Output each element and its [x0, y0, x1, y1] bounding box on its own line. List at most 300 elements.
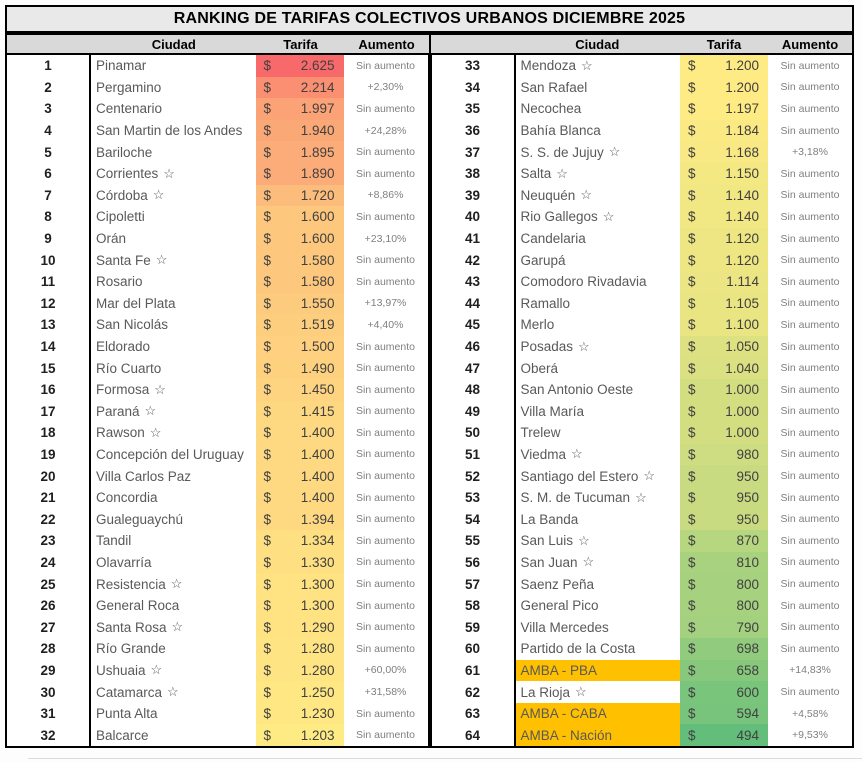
city-cell [91, 120, 256, 142]
city-cell [91, 314, 256, 336]
rank-cell: 42 [432, 249, 516, 271]
rank-cell: 47 [432, 357, 516, 379]
currency-symbol: $ [688, 58, 696, 74]
rank-cell: 45 [432, 314, 516, 336]
tarifa-amount: 1.580 [300, 274, 335, 290]
rank-cell: 16 [7, 379, 91, 401]
city-cell [91, 206, 256, 228]
city-cell [91, 336, 256, 358]
currency-symbol: $ [688, 662, 696, 678]
rank-cell: 40 [432, 206, 516, 228]
city-name: Posadas [520, 339, 574, 355]
capital-star-icon: ☆ [581, 57, 593, 73]
capital-star-icon: ☆ [578, 532, 590, 548]
table-header [5, 33, 854, 55]
aumento-cell: Sin aumento [780, 534, 840, 547]
city-name: Candelaria [520, 231, 586, 247]
rank-cell: 33 [432, 55, 516, 77]
table-row [432, 98, 853, 120]
rank-cell: 36 [432, 120, 516, 142]
city-column-header: Ciudad [575, 36, 620, 52]
currency-symbol: $ [263, 468, 272, 484]
tarifa-amount: 1.230 [300, 706, 335, 722]
rank-cell: 18 [7, 422, 91, 444]
tarifa-amount: 1.140 [725, 187, 759, 203]
city-cell [91, 681, 256, 703]
capital-star-icon: ☆ [582, 554, 595, 570]
tarifa-cell [680, 141, 768, 163]
tarifa-amount: 950 [736, 490, 759, 506]
rank-cell: 2 [7, 77, 91, 99]
currency-symbol: $ [263, 231, 272, 247]
table-row [432, 163, 853, 185]
rank-cell: 29 [7, 660, 91, 682]
tarifa-cell [256, 163, 344, 185]
city-name: Necochea [520, 101, 582, 117]
capital-star-icon: ☆ [171, 619, 184, 635]
rank-cell: 62 [432, 681, 516, 703]
city-cell [91, 530, 256, 552]
city-cell [91, 552, 256, 574]
city-name: Eldorado [96, 339, 151, 355]
rank-cell: 1 [7, 55, 91, 77]
tarifa-cell [256, 249, 344, 271]
rank-cell: 44 [432, 293, 516, 315]
city-name: Tandil [96, 533, 132, 549]
tarifa-amount: 1.450 [300, 382, 335, 398]
tarifa-amount: 1.290 [300, 619, 335, 635]
city-cell [516, 206, 681, 228]
aumento-cell: Sin aumento [356, 491, 415, 504]
city-name: Mendoza [520, 58, 577, 74]
tarifa-cell [680, 357, 768, 379]
header-left-half [7, 35, 429, 53]
city-name: Córdoba [96, 187, 148, 203]
currency-symbol: $ [263, 490, 272, 506]
city-name: San Juan [520, 554, 578, 570]
rank-cell: 5 [7, 141, 91, 163]
currency-symbol: $ [263, 79, 272, 95]
aumento-cell: +9,53% [792, 729, 828, 742]
tarifa-amount: 594 [736, 706, 759, 722]
table-row [7, 724, 428, 746]
table-row [432, 444, 853, 466]
aumento-cell: Sin aumento [780, 621, 840, 634]
tarifa-amount: 1.200 [725, 58, 759, 74]
city-cell [516, 357, 681, 379]
rank-cell: 32 [7, 724, 91, 746]
aumento-cell: Sin aumento [356, 729, 415, 742]
aumento-cell: Sin aumento [356, 707, 415, 720]
currency-symbol: $ [688, 598, 696, 614]
city-name: Cipoletti [96, 209, 145, 225]
tarifa-column-header: Tarifa [283, 36, 318, 52]
table-row [432, 141, 853, 163]
tarifa-cell [256, 724, 344, 746]
aumento-cell: +14,83% [789, 664, 831, 677]
tarifa-cell [256, 293, 344, 315]
aumento-cell: Sin aumento [356, 102, 415, 115]
tarifa-cell [256, 77, 344, 99]
tarifa-cell [256, 508, 344, 530]
tarifa-cell [256, 422, 344, 444]
city-cell [91, 703, 256, 725]
city-cell [516, 487, 681, 509]
aumento-cell: Sin aumento [780, 318, 840, 331]
currency-symbol: $ [688, 144, 696, 160]
capital-star-icon: ☆ [163, 165, 175, 181]
rank-cell: 15 [7, 357, 91, 379]
table-row [7, 336, 428, 358]
rank-cell: 31 [7, 703, 91, 725]
tarifa-cell [680, 336, 768, 358]
currency-symbol: $ [688, 252, 696, 268]
city-cell [91, 185, 256, 207]
tarifa-amount: 1.040 [725, 360, 759, 376]
city-name: Catamarca [96, 684, 163, 700]
table-row [7, 573, 428, 595]
city-cell [516, 530, 681, 552]
aumento-cell: Sin aumento [780, 642, 840, 655]
tarifa-cell [256, 638, 344, 660]
city-cell [91, 249, 256, 271]
header-right-half [429, 35, 853, 53]
table-row [432, 487, 853, 509]
table-row [432, 293, 853, 315]
city-cell [91, 595, 256, 617]
city-cell [516, 293, 681, 315]
aumento-cell: Sin aumento [780, 599, 840, 612]
aumento-cell: Sin aumento [780, 362, 840, 375]
city-cell [91, 379, 256, 401]
aumento-cell: Sin aumento [780, 254, 840, 267]
tarifa-cell [256, 660, 344, 682]
table-row [432, 55, 853, 77]
rank-cell: 10 [7, 249, 91, 271]
tarifa-cell [680, 163, 768, 185]
tarifa-amount: 1.580 [300, 252, 335, 268]
tarifa-cell [256, 357, 344, 379]
city-name: Villa María [520, 403, 585, 419]
tarifa-amount: 1.300 [300, 598, 335, 614]
rank-cell: 19 [7, 444, 91, 466]
tarifa-cell [256, 55, 344, 77]
tarifa-amount: 658 [736, 662, 759, 678]
city-cell [91, 616, 256, 638]
tarifa-cell [256, 98, 344, 120]
tarifa-amount: 494 [736, 727, 759, 743]
rank-cell: 17 [7, 401, 91, 423]
tarifa-cell [256, 573, 344, 595]
tarifa-amount: 790 [736, 619, 759, 635]
tarifa-cell [256, 185, 344, 207]
city-cell [91, 465, 256, 487]
aumento-cell: Sin aumento [356, 642, 415, 655]
city-name: AMBA - CABA [520, 706, 607, 722]
rank-cell: 4 [7, 120, 91, 142]
tarifa-cell [680, 249, 768, 271]
capital-star-icon: ☆ [575, 684, 587, 700]
city-name: Gualeguaychú [96, 511, 184, 527]
tarifa-cell [256, 141, 344, 163]
aumento-cell: Sin aumento [780, 470, 840, 483]
city-cell [91, 163, 256, 185]
currency-symbol: $ [263, 360, 272, 376]
tarifa-amount: 1.895 [300, 144, 335, 160]
aumento-cell: +60,00% [364, 664, 407, 677]
rank-cell: 23 [7, 530, 91, 552]
tarifa-cell [256, 487, 344, 509]
table-row [432, 206, 853, 228]
city-cell [91, 141, 256, 163]
table-row [432, 249, 853, 271]
city-name: Ushuaia [96, 662, 146, 678]
tarifa-amount: 1.000 [725, 425, 759, 441]
table-row [432, 465, 853, 487]
city-name: Santa Rosa [96, 619, 167, 635]
ranking-table [5, 5, 854, 748]
table-row [7, 141, 428, 163]
capital-star-icon: ☆ [150, 662, 163, 678]
aumento-cell: Sin aumento [780, 578, 840, 591]
rank-cell: 41 [432, 228, 516, 250]
city-name: Oberá [520, 360, 559, 376]
currency-symbol: $ [263, 166, 272, 182]
tarifa-amount: 1.150 [725, 166, 759, 182]
rank-cell: 46 [432, 336, 516, 358]
tarifa-cell [680, 681, 768, 703]
currency-symbol: $ [688, 425, 696, 441]
city-name: Pergamino [96, 79, 162, 95]
city-name: Santa Fe [96, 252, 151, 268]
city-cell [516, 98, 681, 120]
table-row [432, 616, 853, 638]
rank-cell: 53 [432, 487, 516, 509]
aumento-cell: Sin aumento [356, 146, 415, 159]
tarifa-cell [256, 465, 344, 487]
tarifa-amount: 1.000 [725, 403, 759, 419]
tarifa-cell [680, 724, 768, 746]
currency-symbol: $ [263, 274, 272, 290]
city-name: Viedma [520, 446, 567, 462]
city-name: San Antonio Oeste [520, 382, 634, 398]
city-name: Rawson [96, 425, 145, 441]
table-row [7, 228, 428, 250]
table-row [432, 77, 853, 99]
table-row [7, 379, 428, 401]
city-name: Balcarce [96, 727, 149, 743]
aumento-cell: +13,97% [364, 297, 407, 310]
tarifa-amount: 1.168 [725, 144, 759, 160]
aumento-cell: Sin aumento [356, 448, 415, 461]
aumento-cell: +31,58% [364, 686, 407, 699]
city-name: Salta [520, 166, 552, 182]
tarifa-amount: 1.394 [300, 511, 335, 527]
city-cell [516, 508, 681, 530]
city-cell [516, 595, 681, 617]
tarifa-amount: 1.400 [300, 468, 335, 484]
currency-symbol: $ [263, 619, 272, 635]
city-cell [516, 163, 681, 185]
city-cell [516, 77, 681, 99]
currency-symbol: $ [688, 209, 696, 225]
currency-symbol: $ [263, 317, 272, 333]
table-row [432, 120, 853, 142]
rank-cell: 50 [432, 422, 516, 444]
aumento-cell: +4,58% [792, 707, 828, 720]
rank-cell: 56 [432, 552, 516, 574]
city-name: S. S. de Jujuy [520, 144, 604, 160]
aumento-cell: Sin aumento [780, 232, 840, 245]
rank-cell: 6 [7, 163, 91, 185]
capital-star-icon: ☆ [149, 424, 162, 440]
rank-cell: 52 [432, 465, 516, 487]
city-name: Mar del Plata [96, 295, 176, 311]
city-name: Olavarría [96, 554, 152, 570]
tarifa-cell [680, 120, 768, 142]
tarifa-amount: 1.114 [726, 274, 759, 290]
city-cell [516, 401, 681, 423]
tarifa-amount: 1.280 [300, 641, 335, 657]
tarifa-amount: 1.500 [300, 339, 335, 355]
city-name: Ramallo [520, 295, 571, 311]
tarifa-amount: 1.490 [300, 360, 335, 376]
tarifa-cell [680, 616, 768, 638]
currency-symbol: $ [263, 425, 272, 441]
city-name: Río Cuarto [96, 360, 162, 376]
table-title: RANKING DE TARIFAS COLECTIVOS URBANOS DICIEMBRE 2025 [5, 5, 854, 33]
city-name: La Rioja [520, 684, 571, 700]
table-row [432, 703, 853, 725]
tarifa-cell [680, 77, 768, 99]
table-row [432, 552, 853, 574]
table-row [7, 616, 428, 638]
aumento-cell: Sin aumento [780, 59, 840, 72]
tarifa-amount: 950 [736, 511, 759, 527]
table-row [432, 595, 853, 617]
capital-star-icon: ☆ [571, 446, 583, 462]
aumento-cell: Sin aumento [780, 686, 840, 699]
table-row [7, 314, 428, 336]
table-row [7, 508, 428, 530]
city-cell [516, 422, 681, 444]
city-cell [91, 98, 256, 120]
city-name: AMBA - PBA [520, 662, 598, 678]
table-row [432, 508, 853, 530]
city-cell [516, 228, 681, 250]
city-cell [91, 357, 256, 379]
capital-star-icon: ☆ [154, 381, 166, 397]
city-cell [516, 465, 681, 487]
city-name: Garupá [520, 252, 566, 268]
currency-symbol: $ [263, 339, 272, 355]
table-row [7, 465, 428, 487]
city-name: Punta Alta [96, 706, 158, 722]
currency-symbol: $ [688, 79, 696, 95]
currency-symbol: $ [263, 598, 272, 614]
tarifa-cell [680, 465, 768, 487]
tarifa-amount: 698 [736, 641, 759, 657]
aumento-cell: +24,28% [364, 124, 407, 137]
currency-symbol: $ [688, 576, 696, 592]
aumento-column-header: Aumento [358, 36, 415, 52]
currency-symbol: $ [263, 295, 272, 311]
currency-symbol: $ [688, 554, 696, 570]
table-row [7, 660, 428, 682]
rank-cell: 8 [7, 206, 91, 228]
aumento-cell: Sin aumento [356, 59, 415, 72]
tarifa-cell [680, 293, 768, 315]
city-name: Corrientes [96, 166, 159, 182]
currency-symbol: $ [688, 641, 696, 657]
city-cell [91, 660, 256, 682]
city-cell [91, 228, 256, 250]
aumento-cell: Sin aumento [780, 167, 840, 180]
city-name: San Rafael [520, 79, 588, 95]
aumento-cell: +3,18% [792, 146, 828, 159]
city-cell [516, 444, 681, 466]
currency-symbol: $ [263, 641, 272, 657]
table-row [432, 314, 853, 336]
aumento-cell: Sin aumento [356, 383, 415, 396]
rank-cell: 38 [432, 163, 516, 185]
city-cell [516, 660, 681, 682]
city-name: San Nicolás [96, 317, 169, 333]
tarifa-amount: 1.250 [300, 684, 335, 700]
city-cell [516, 724, 681, 746]
city-name: Paraná [96, 403, 140, 419]
aumento-cell: Sin aumento [356, 470, 415, 483]
aumento-cell: Sin aumento [780, 340, 840, 353]
currency-symbol: $ [263, 554, 272, 570]
aumento-column-header: Aumento [781, 36, 839, 52]
currency-symbol: $ [263, 209, 272, 225]
rank-cell: 22 [7, 508, 91, 530]
aumento-cell: Sin aumento [780, 210, 840, 223]
tarifa-amount: 1.400 [300, 425, 335, 441]
table-row [7, 185, 428, 207]
currency-symbol: $ [263, 123, 272, 139]
city-cell [91, 271, 256, 293]
city-cell [516, 638, 681, 660]
rank-cell: 39 [432, 185, 516, 207]
tarifa-cell [256, 379, 344, 401]
tarifa-cell [256, 681, 344, 703]
city-name: Centenario [96, 101, 163, 117]
aumento-cell: Sin aumento [356, 513, 415, 526]
city-cell [91, 77, 256, 99]
currency-symbol: $ [688, 187, 696, 203]
currency-symbol: $ [688, 166, 696, 182]
table-row [7, 487, 428, 509]
aumento-cell: Sin aumento [356, 167, 415, 180]
rank-cell: 3 [7, 98, 91, 120]
table-row [7, 422, 428, 444]
aumento-cell: Sin aumento [780, 383, 840, 396]
tarifa-column-header: Tarifa [706, 36, 742, 52]
table-row [432, 228, 853, 250]
table-row [7, 530, 428, 552]
city-name: Saenz Peña [520, 576, 595, 592]
aumento-cell: Sin aumento [356, 210, 415, 223]
tarifa-amount: 1.050 [725, 339, 759, 355]
aumento-cell: Sin aumento [356, 578, 415, 591]
tarifa-cell [680, 638, 768, 660]
city-name: Partido de la Costa [520, 641, 636, 657]
tarifa-amount: 1.600 [300, 209, 335, 225]
aumento-cell: Sin aumento [780, 448, 840, 461]
aumento-cell: Sin aumento [780, 297, 840, 310]
